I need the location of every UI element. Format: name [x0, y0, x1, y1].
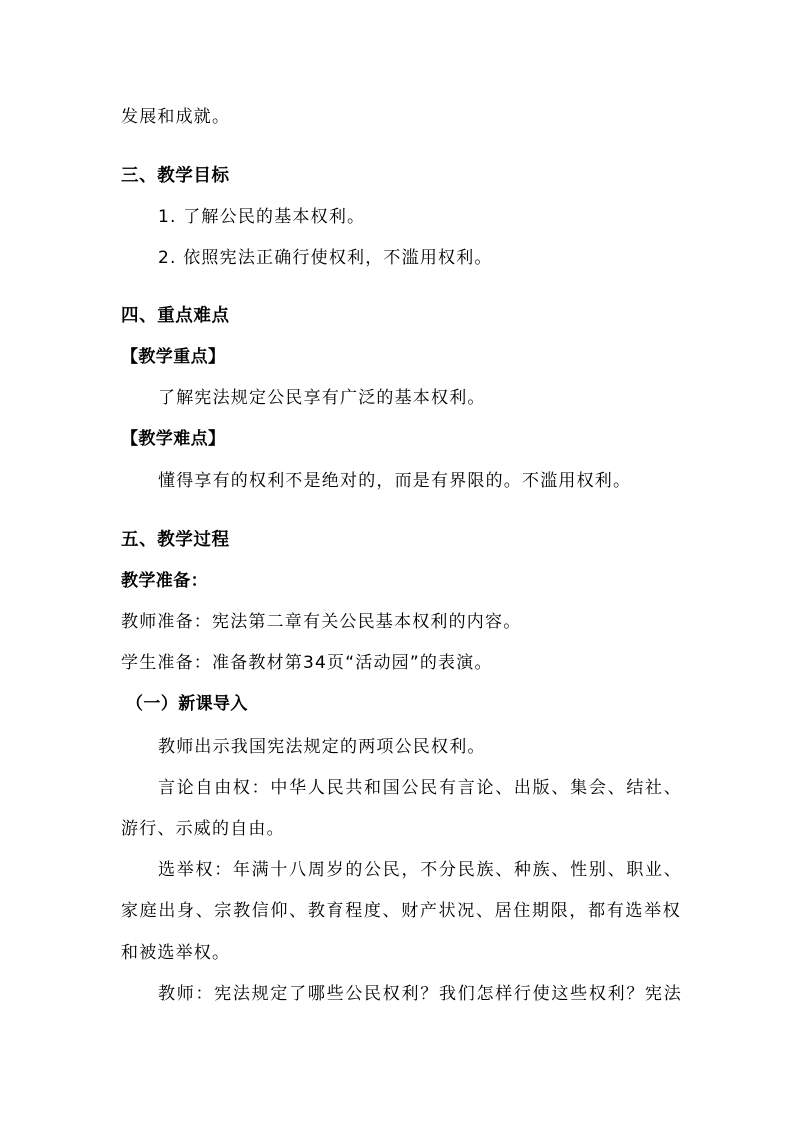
section-heading-key-points: 四、重点难点: [121, 306, 230, 326]
section-heading-teaching-objectives: 三、教学目标: [121, 166, 230, 186]
section-heading-teaching-process: 五、教学过程: [121, 530, 230, 550]
election-right-paragraph-line-3: 和被选举权。: [121, 943, 231, 963]
teacher-preparation-text: 教师准备：宪法第二章有关公民基本权利的内容。: [121, 612, 522, 632]
objective-item-2: 2. 依照宪法正确行使权利，不滥用权利。: [158, 248, 493, 268]
teaching-focus-text: 了解宪法规定公民享有广泛的基本权利。: [158, 388, 486, 408]
teaching-preparation-label: 教学准备：: [121, 571, 208, 591]
sub-heading-teaching-focus: 【教学重点】: [121, 347, 226, 367]
election-right-paragraph-line-2: 家庭出身、宗教信仰、教育程度、财产状况、居住期限，都有选举权: [121, 901, 681, 921]
objective-item-1: 1. 了解公民的基本权利。: [158, 207, 366, 227]
speech-freedom-paragraph-line-2: 游行、示威的自由。: [121, 819, 285, 839]
speech-freedom-paragraph-line-1: 言论自由权：中华人民共和国公民有言论、出版、集会、结社、: [158, 778, 682, 798]
sub-heading-new-lesson-intro: （一）新课导入: [126, 694, 248, 714]
body-text-continuation: 发展和成就。: [121, 107, 231, 127]
election-right-paragraph-line-1: 选举权：年满十八周岁的公民，不分民族、种族、性别、职业、: [158, 860, 682, 880]
student-preparation-text: 学生准备：准备教材第34页“活动园”的表演。: [121, 653, 493, 673]
teacher-question-paragraph: 教师：宪法规定了哪些公民权利？我们怎样行使这些权利？宪法: [158, 984, 682, 1004]
sub-heading-teaching-difficulty: 【教学难点】: [121, 429, 226, 449]
teaching-difficulty-text: 懂得享有的权利不是绝对的，而是有界限的。不滥用权利。: [158, 471, 632, 491]
intro-paragraph: 教师出示我国宪法规定的两项公民权利。: [158, 737, 486, 757]
